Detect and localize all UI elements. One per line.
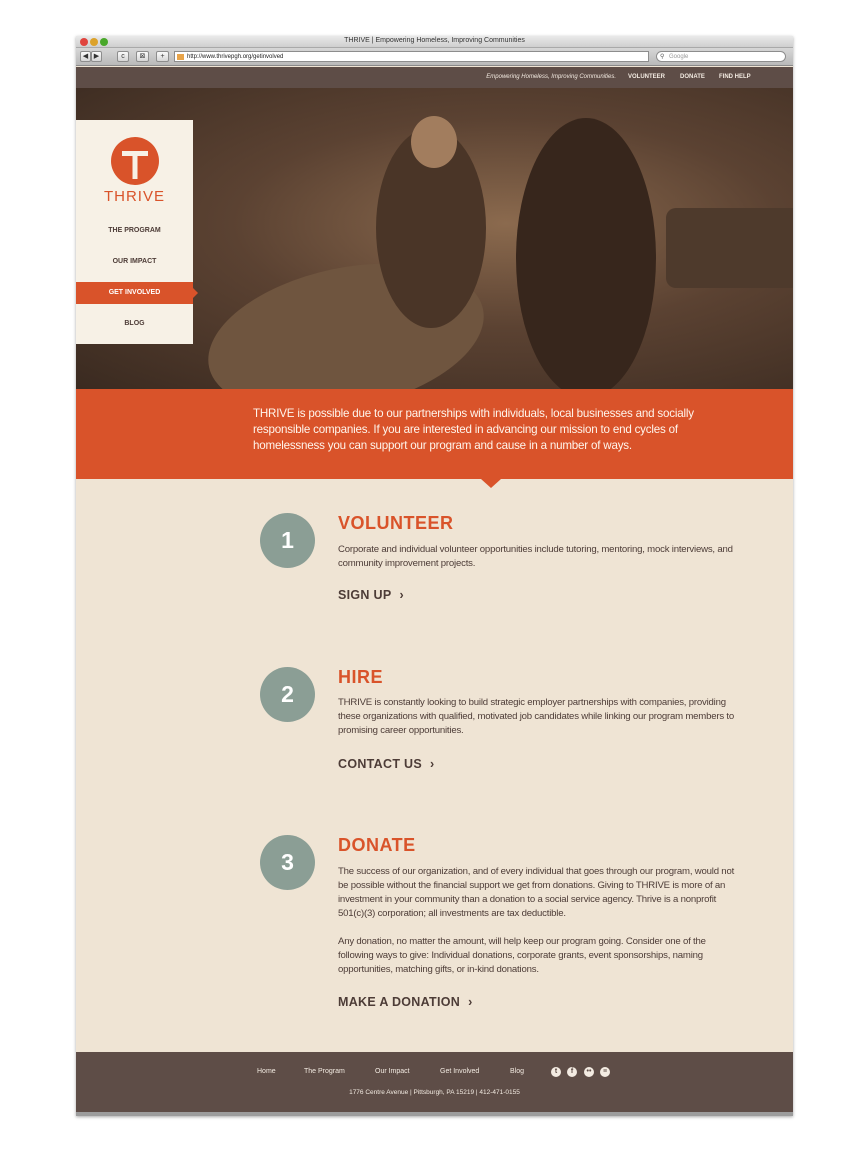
make-donation-link[interactable] [338,995,473,1009]
sidebar-item-blog[interactable]: BLOG [124,320,145,327]
section-body-donate-ways: Any donation, no matter the amount, will help keep our program going. Consider one of the following ways to give: Individual donations, corporate grants, event sponsorships, naming opportunities, matching gifts, or in-kind donations. [338,936,706,975]
band-arrow [481,479,501,488]
thrive-logo-icon[interactable] [111,137,159,185]
email-icon[interactable]: ≡ [600,1067,610,1077]
sidebar-item-get-involved[interactable]: GET INVOLVED [76,282,193,304]
flickr-icon[interactable]: •• [584,1067,594,1077]
step-number-circle: 1 [260,513,315,568]
search-icon: ⚲ [660,54,665,60]
contact-us-label: CONTACT US [338,757,423,771]
section-title-hire: HIRE [338,667,384,687]
sidebar-item-the-program[interactable]: THE PROGRAM [108,227,161,234]
top-nav-volunteer[interactable]: VOLUNTEER [628,74,666,80]
intro-text: THRIVE is possible due to our partnerships with individuals, local businesses and socially responsible companies. If you are interested in advancing our mission to end cycles of homelessness you can support our program and cause in a number of ways. [253,407,694,452]
footer [76,1052,793,1112]
sign-up-link[interactable] [338,588,404,602]
chevron-right-icon: › [430,757,435,771]
back-button[interactable]: ◀ [80,51,91,62]
chevron-right-icon: › [468,995,473,1009]
section-body-volunteer: Corporate and individual volunteer opportunities include tutoring, mentoring, mock interviews, and community improvement projects. [338,544,733,569]
address-bar[interactable] [174,51,649,62]
section-title-volunteer: VOLUNTEER [338,513,454,533]
footer-link-the-program[interactable]: The Program [304,1068,345,1075]
person-shape [516,118,656,389]
add-bookmark-button[interactable]: + [156,51,169,62]
logo-text[interactable]: THRIVE [103,188,165,205]
rss-button[interactable]: ⊠ [136,51,149,62]
forward-button[interactable]: ▶ [91,51,102,62]
chevron-right-icon: › [399,588,404,602]
browser-window [76,36,793,1116]
step-number-circle: 3 [260,835,315,890]
footer-link-blog[interactable]: Blog [510,1068,525,1075]
browser-toolbar [76,48,793,66]
window-title: THRIVE | Empowering Homeless, Improving Communities [344,37,525,44]
make-donation-label: MAKE A DONATION [338,995,461,1009]
top-nav-find-help[interactable]: FIND HELP [719,74,751,80]
search-placeholder: Google [669,54,689,60]
tagline: Empowering Homeless, Improving Communities. [486,74,616,80]
address-text: http://www.thrivepgh.org/getinvolved [187,54,284,60]
top-nav [76,67,793,88]
footer-link-our-impact[interactable]: Our Impact [375,1068,410,1075]
face-shape [411,116,457,168]
footer-link-home[interactable]: Home [257,1068,276,1075]
reload-button[interactable]: c [117,51,129,62]
section-body-donate: The success of our organization, and of every individual that goes through our program, would not be possible without the financial support we get from donations. Giving to THRIVE is more of an investment in your community than a donation to a social service agency. Thrive is a nonprofit 501(c)(3) corporation; all investments are tax deductible. [338,866,735,919]
footer-address: 1776 Centre Avenue | Pittsburgh, PA 15219 | 412-471-0155 [349,1089,520,1096]
section-title-donate: DONATE [338,835,416,855]
window-bottom-bar [76,1112,793,1116]
section-body-hire: THRIVE is constantly looking to build strategic employer partnerships with companies, providing these organizations with qualified, motivated job candidates while linking our program members to promising career opportunities. [338,697,735,736]
facebook-icon[interactable]: f [567,1067,577,1077]
search-field[interactable] [656,51,786,62]
title-bar [76,36,793,48]
intro-band [76,389,793,479]
step-number-circle: 2 [260,667,315,722]
top-nav-donate[interactable]: DONATE [680,74,705,80]
contact-us-link[interactable] [338,757,434,771]
favicon-icon [177,54,184,60]
sign-up-label: SIGN UP [338,588,392,602]
sidebar-item-our-impact[interactable]: OUR IMPACT [112,258,157,265]
sidebar-nav [76,120,193,344]
twitter-icon[interactable]: t [551,1067,561,1077]
footer-link-get-involved[interactable]: Get Involved [440,1068,480,1075]
fence-shape [666,208,793,288]
